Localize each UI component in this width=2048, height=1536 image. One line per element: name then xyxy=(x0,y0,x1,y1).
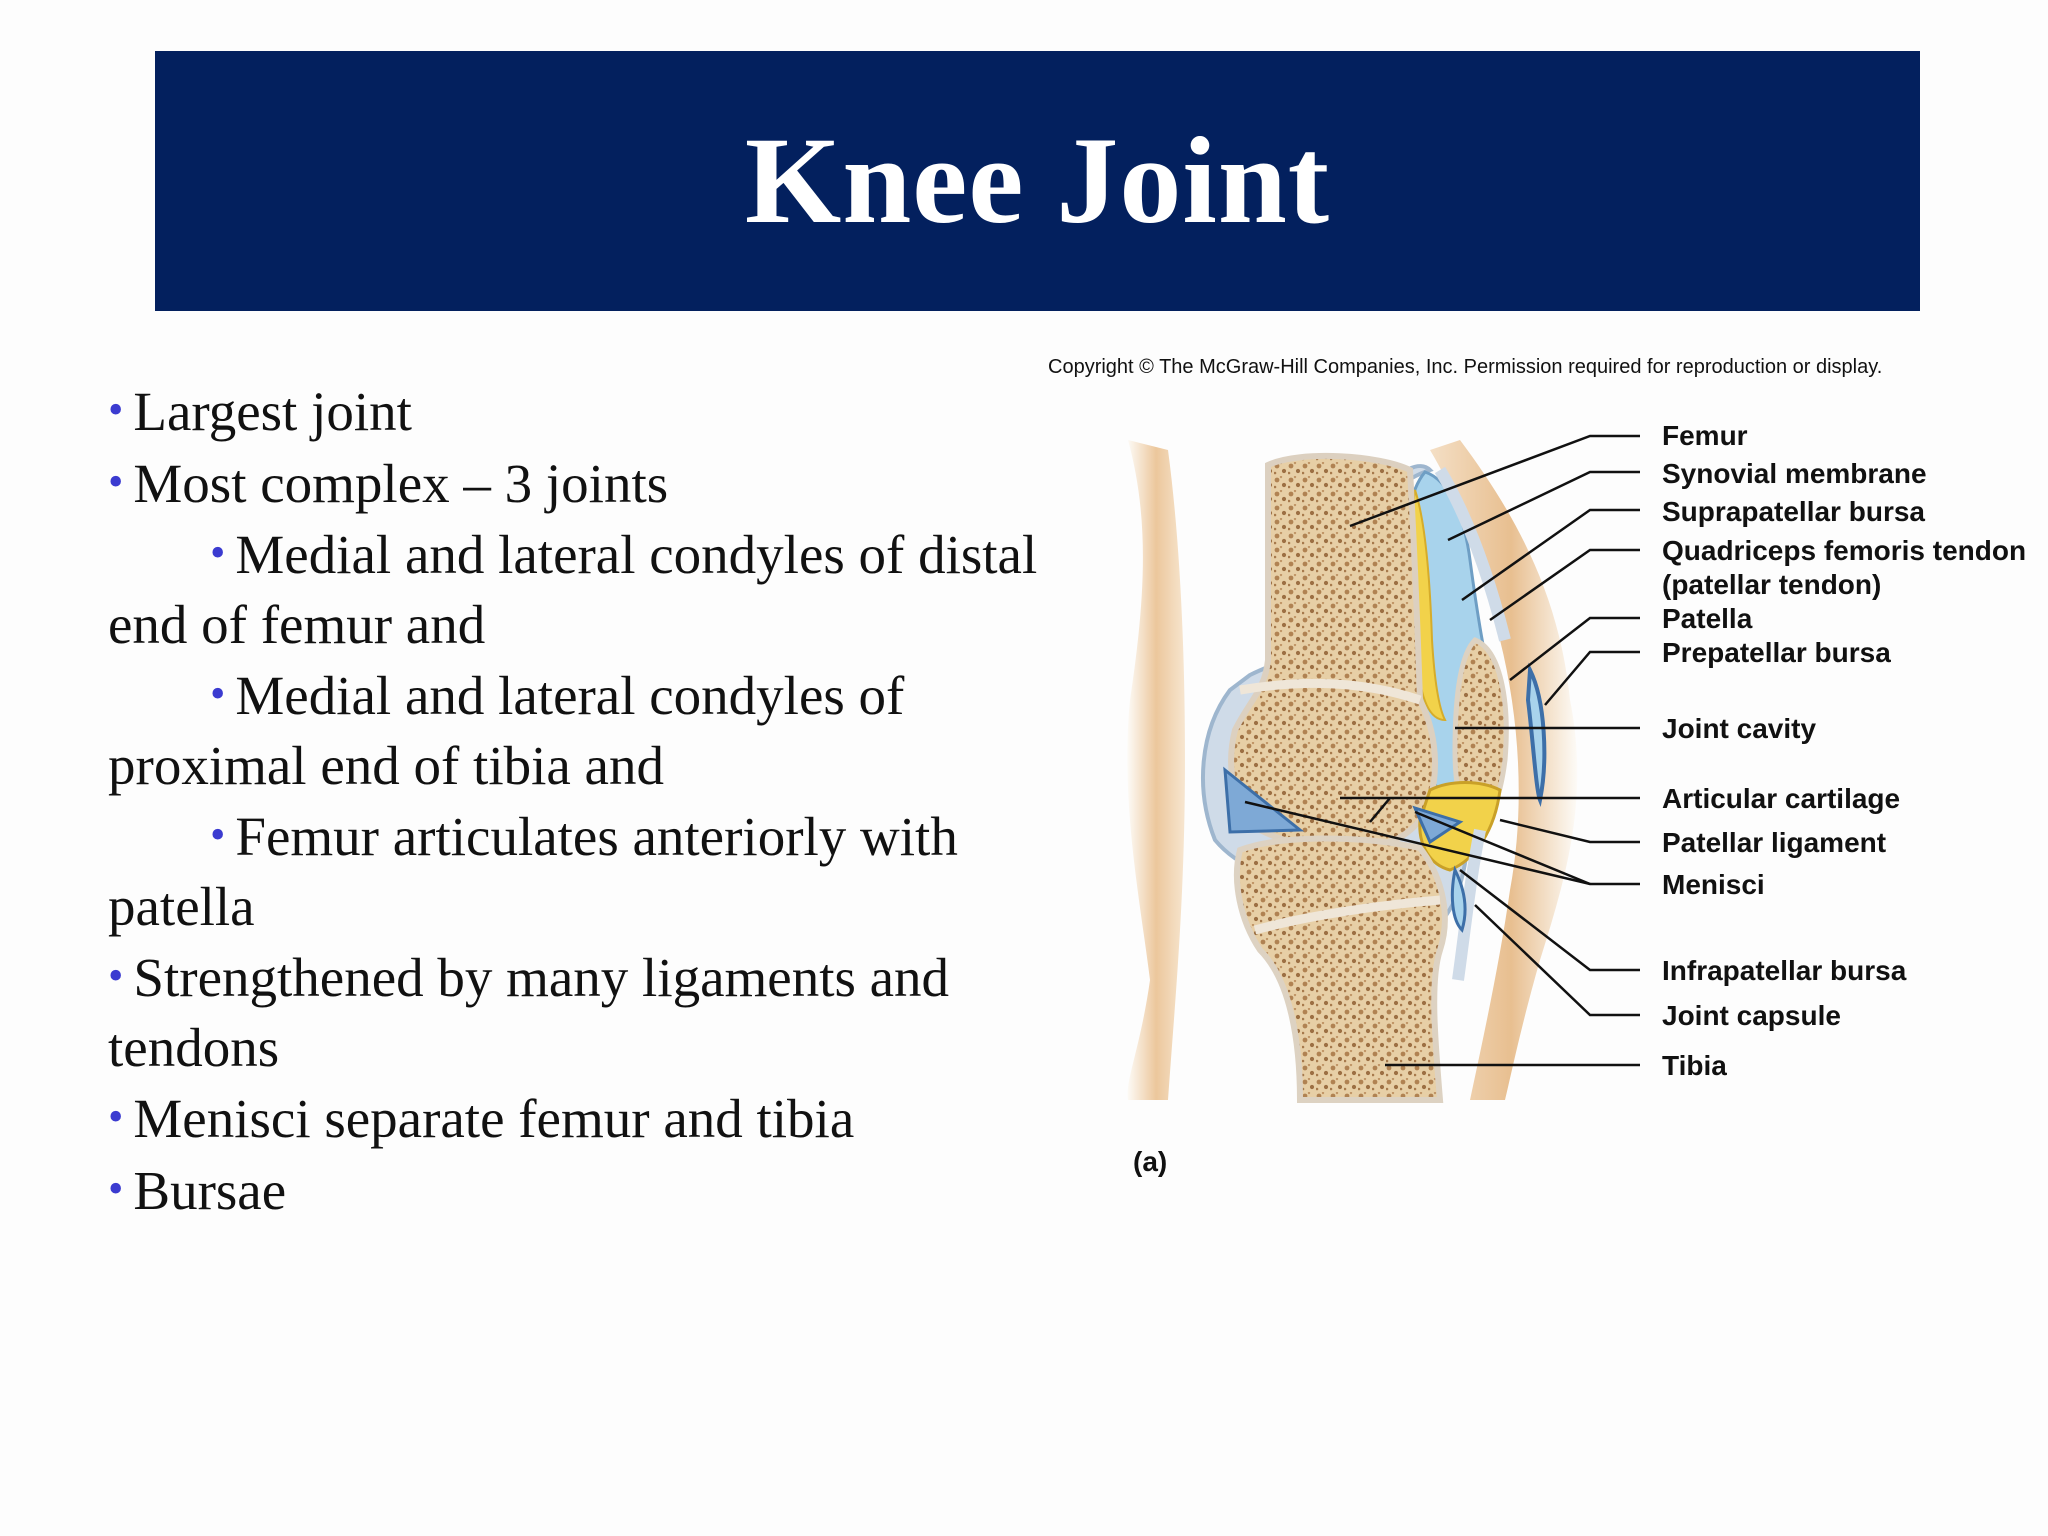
bullet-text: tendons xyxy=(108,1016,280,1078)
label-femur: Femur xyxy=(1662,420,1748,451)
bullet-text: Medial and lateral condyles of xyxy=(235,665,905,726)
bullet-text: Strengthened by many ligaments and xyxy=(133,947,950,1008)
label-quadriceps-tendon: Quadriceps femoris tendon xyxy=(1662,535,2027,566)
bullet-text: Most complex – 3 joints xyxy=(133,452,669,514)
bullet-text: patella xyxy=(108,875,255,937)
label-patella: Patella xyxy=(1662,603,1753,634)
slide-title: Knee Joint xyxy=(744,112,1331,249)
bullet-text: proximal end of tibia and xyxy=(108,734,664,796)
label-prepatellar-bursa: Prepatellar bursa xyxy=(1662,637,1891,668)
bullet-text: Medial and lateral condyles of distal xyxy=(235,524,1038,585)
bullet-dot-icon: • xyxy=(210,669,226,718)
femur-bone xyxy=(1231,456,1435,845)
bullet-dot-icon: • xyxy=(108,456,124,506)
bullet-text: end of femur and xyxy=(108,593,486,655)
label-joint-capsule: Joint capsule xyxy=(1662,1000,1841,1031)
figure-panel-letter: (a) xyxy=(1133,1146,1168,1177)
bullet-text: Menisci separate femur and tibia xyxy=(133,1088,855,1149)
bullet-text: Bursae xyxy=(133,1159,287,1221)
posterior-soft-tissue xyxy=(1127,440,1185,1100)
bullet-text: Femur articulates anteriorly with xyxy=(235,806,958,867)
bullet-dot-icon: • xyxy=(108,951,124,1000)
bullet-dot-icon: • xyxy=(108,1092,124,1141)
label-synovial-membrane: Synovial membrane xyxy=(1662,458,1927,489)
label-articular-cartilage: Articular cartilage xyxy=(1662,783,1901,814)
label-joint-cavity: Joint cavity xyxy=(1662,713,1817,744)
bullet-dot-icon: • xyxy=(210,528,226,577)
label-patellar-ligament: Patellar ligament xyxy=(1662,827,1887,858)
label-quadriceps-tendon-sub: (patellar tendon) xyxy=(1662,569,1882,600)
label-menisci: Menisci xyxy=(1662,869,1765,900)
label-tibia: Tibia xyxy=(1662,1050,1727,1081)
bullet-text: Largest joint xyxy=(133,381,412,442)
bullet-dot-icon: • xyxy=(108,1163,124,1213)
tibia-bone xyxy=(1237,838,1445,1100)
label-suprapatellar-bursa: Suprapatellar bursa xyxy=(1662,496,1925,527)
bullet-dot-icon: • xyxy=(108,385,124,434)
copyright-notice: Copyright © The McGraw-Hill Companies, Inc. Permission required for reproduction or display. xyxy=(1048,356,1883,378)
bullet-dot-icon: • xyxy=(210,810,226,859)
label-infrapatellar-bursa: Infrapatellar bursa xyxy=(1662,955,1907,986)
